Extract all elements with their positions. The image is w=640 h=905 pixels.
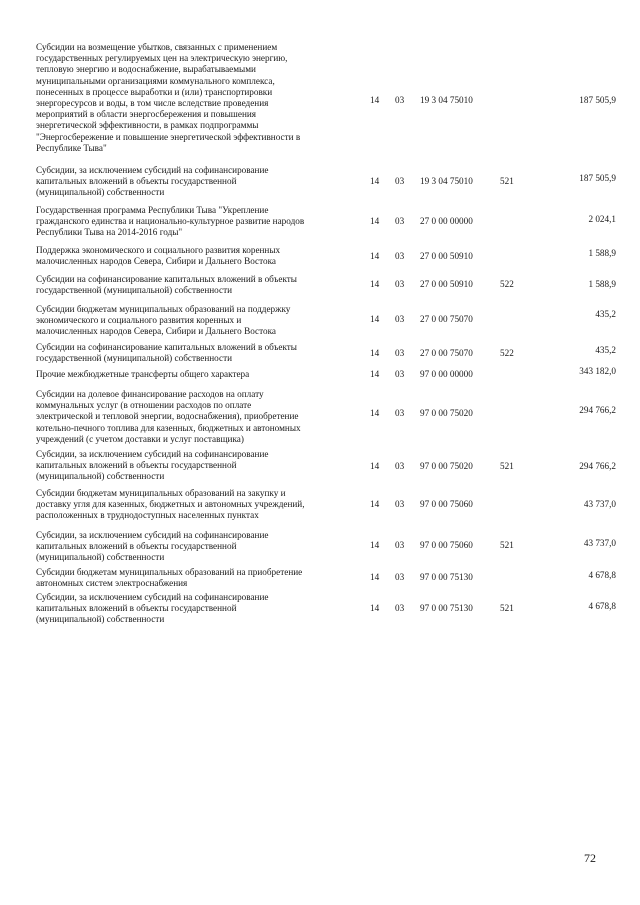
row-subsection: 03	[395, 408, 405, 418]
row-target-code: 27 0 00 50910	[420, 251, 473, 261]
row-expense-type: 521	[500, 603, 514, 613]
row-section: 14	[370, 369, 380, 379]
row-section: 14	[370, 461, 380, 471]
row-section: 14	[370, 314, 380, 324]
row-name: Субсидии на софинансирование капитальных вложений в объекты государственной (муниципальной) собственности	[36, 342, 297, 364]
row-name: Субсидии, за исключением субсидий на софинансирование капитальных вложений в объекты государственной (муниципальной) собственности	[36, 165, 269, 198]
row-name: Субсидии на возмещение убытков, связанных с применением государственных регулируемых цен на электрическую энергию, тепловую энергию и водоснабжение, вырабатываемыми муниципальными организациями коммунального комплекса, понесенных в процессе выработки и (или) транспортировки энергоресурсов и воды, в том числе вследствие проведения мероприятий в области энергосбережения и повышения энергетической эффективности, в рамках подпрограммы "Энергосбережение и повышение энергетической эффективности в Республике Тыва"	[36, 42, 301, 153]
row-subsection: 03	[395, 279, 405, 289]
row-target-code: 97 0 00 75060	[420, 499, 473, 509]
row-amount: 2 024,1	[588, 214, 616, 224]
row-subsection: 03	[395, 314, 405, 324]
row-subsection: 03	[395, 216, 405, 226]
row-section: 14	[370, 499, 380, 509]
row-amount: 187 505,9	[579, 173, 616, 183]
row-target-code: 19 3 04 75010	[420, 95, 473, 105]
row-subsection: 03	[395, 461, 405, 471]
row-name: Субсидии бюджетам муниципальных образований на поддержку экономического и социального развития коренных и малочисленных народов Севера, Сибири и Дальнего Востока	[36, 304, 291, 337]
row-name: Субсидии на долевое финансирование расходов на оплату коммунальных услуг (в отношении расходов по оплате электрической и тепловой энергии, водоснабжения), приобретение котельно-печного топлива для казенных, бюджетных и автономных учреждений (с учетом доставки и услуг поставщика)	[36, 389, 301, 444]
row-subsection: 03	[395, 176, 405, 186]
row-amount: 343 182,0	[579, 366, 616, 376]
row-section: 14	[370, 408, 380, 418]
row-name: Субсидии бюджетам муниципальных образований на приобретение автономных систем электроснабжения	[36, 567, 303, 589]
row-amount: 4 678,8	[588, 601, 616, 611]
row-target-code: 97 0 00 75020	[420, 408, 473, 418]
row-section: 14	[370, 348, 380, 358]
row-target-code: 19 3 04 75010	[420, 176, 473, 186]
row-amount: 43 737,0	[583, 538, 616, 548]
row-name: Государственная программа Республики Тыва "Укрепление гражданского единства и национально-культурное развитие народов Республики Тыва на 2014-2016 годы"	[36, 205, 305, 238]
row-expense-type: 522	[500, 348, 514, 358]
row-target-code: 27 0 00 75070	[420, 348, 473, 358]
row-section: 14	[370, 251, 380, 261]
row-target-code: 97 0 00 75020	[420, 461, 473, 471]
row-target-code: 97 0 00 75060	[420, 540, 473, 550]
row-target-code: 27 0 00 50910	[420, 279, 473, 289]
row-amount: 1 588,9	[588, 279, 616, 289]
row-name: Прочие межбюджетные трансферты общего характера	[36, 369, 250, 379]
row-name: Субсидии на софинансирование капитальных вложений в объекты государственной (муниципальной) собственности	[36, 274, 297, 296]
row-subsection: 03	[395, 348, 405, 358]
row-expense-type: 521	[500, 461, 514, 471]
row-amount: 294 766,2	[579, 461, 616, 471]
row-amount: 435,2	[595, 345, 616, 355]
row-name: Поддержка экономического и социального развития коренных малочисленных народов Севера, Сибири и Дальнего Востока	[36, 245, 281, 267]
row-section: 14	[370, 216, 380, 226]
row-amount: 187 505,9	[579, 95, 616, 105]
row-subsection: 03	[395, 540, 405, 550]
row-subsection: 03	[395, 95, 405, 105]
row-section: 14	[370, 95, 380, 105]
row-expense-type: 521	[500, 540, 514, 550]
row-subsection: 03	[395, 572, 405, 582]
row-amount: 1 588,9	[588, 248, 616, 258]
row-target-code: 97 0 00 00000	[420, 369, 473, 379]
row-subsection: 03	[395, 251, 405, 261]
row-expense-type: 521	[500, 176, 514, 186]
row-section: 14	[370, 176, 380, 186]
row-amount: 43 737,0	[583, 499, 616, 509]
page-number: 72	[584, 851, 596, 865]
row-subsection: 03	[395, 499, 405, 509]
row-section: 14	[370, 572, 380, 582]
row-name: Субсидии, за исключением субсидий на софинансирование капитальных вложений в объекты государственной (муниципальной) собственности	[36, 530, 269, 563]
row-target-code: 27 0 00 75070	[420, 314, 473, 324]
row-section: 14	[370, 540, 380, 550]
row-amount: 435,2	[595, 309, 616, 319]
row-subsection: 03	[395, 369, 405, 379]
row-amount: 294 766,2	[579, 405, 616, 415]
row-section: 14	[370, 279, 380, 289]
row-name: Субсидии бюджетам муниципальных образований на закупку и доставку угля для казенных, бюджетных и автономных учреждений, расположенных в труднодоступных населенных пунктах	[36, 488, 305, 521]
row-expense-type: 522	[500, 279, 514, 289]
row-target-code: 27 0 00 00000	[420, 216, 473, 226]
row-target-code: 97 0 00 75130	[420, 572, 473, 582]
row-amount: 4 678,8	[588, 570, 616, 580]
row-name: Субсидии, за исключением субсидий на софинансирование капитальных вложений в объекты государственной (муниципальной) собственности	[36, 449, 269, 482]
row-target-code: 97 0 00 75130	[420, 603, 473, 613]
row-subsection: 03	[395, 603, 405, 613]
row-section: 14	[370, 603, 380, 613]
row-name: Субсидии, за исключением субсидий на софинансирование капитальных вложений в объекты государственной (муниципальной) собственности	[36, 592, 269, 625]
